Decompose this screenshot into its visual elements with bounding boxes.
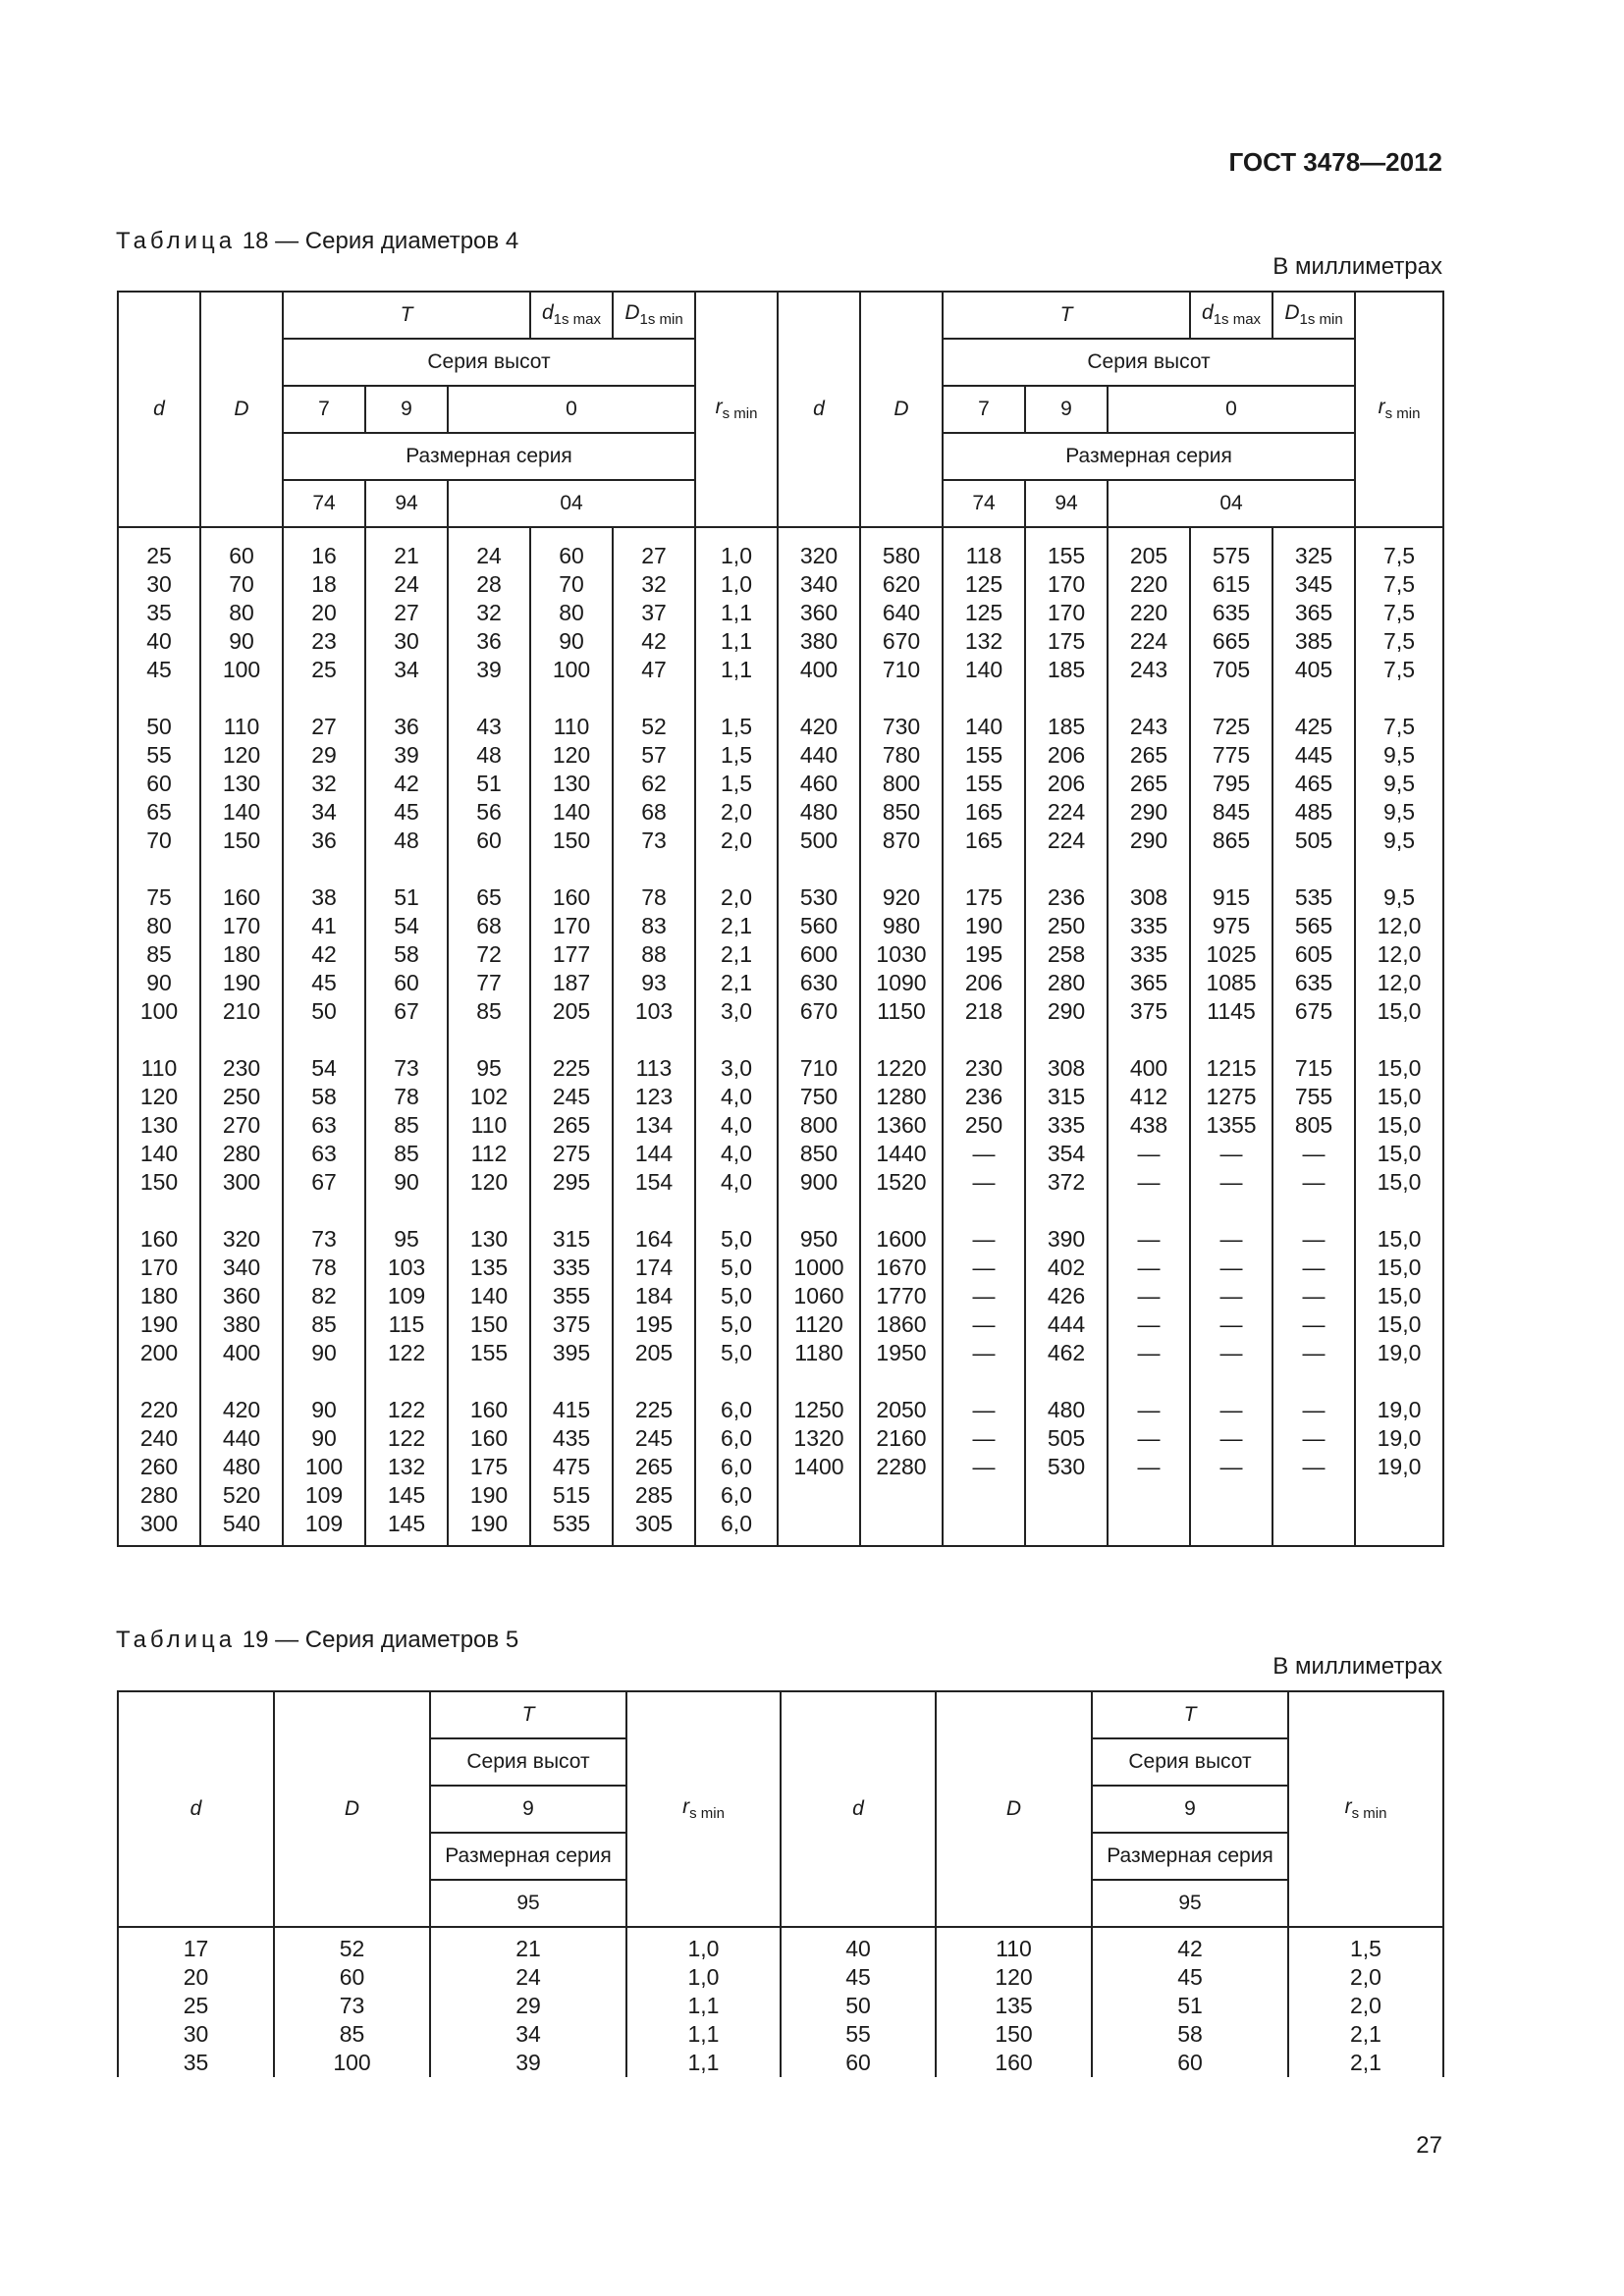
col-header-T: T: [283, 292, 530, 339]
t18-row-group: 52 57 62 68 73: [641, 714, 667, 853]
t18-col-T-94: [365, 527, 448, 1546]
t18-row-group: 710 750 800 850 900: [799, 1055, 839, 1195]
height-0-header: 0: [448, 386, 695, 433]
t19-dim-series-header-right: Размерная серия: [1092, 1833, 1288, 1880]
t18-row-group: 715 755 805 — —: [1294, 1055, 1333, 1195]
t18-row-group: 122 122 132 145 145: [387, 1397, 426, 1536]
t18-row-group: 480 505 530: [1047, 1397, 1086, 1479]
t18-row-group: 7,5 7,5 7,5 7,5 7,5: [1383, 543, 1416, 682]
t18-row-group: 230 236 250 — —: [964, 1055, 1003, 1195]
table19-caption: Таблица 19 — Серия диаметров 5: [116, 1627, 519, 1653]
t18-row-group: 2050 2160 2280: [876, 1397, 927, 1479]
t18-row-group: 308 315 335 354 372: [1047, 1055, 1086, 1195]
t18-row-group: 5,0 5,0 5,0 5,0 5,0: [721, 1226, 752, 1365]
t18-row-group: 1,5 1,5 1,5 2,0 2,0: [721, 714, 752, 853]
t18-row-group: 15,0 15,0 15,0 15,0 15,0: [1377, 1055, 1422, 1195]
table18-caption: Таблица 18 — Серия диаметров 4: [116, 228, 519, 254]
t18-row-group: 325 345 365 385 405: [1294, 543, 1333, 682]
t18-row-group: 920 980 1030 1090 1150: [876, 884, 927, 1024]
t18-row-group: — — — — —: [1219, 1226, 1243, 1365]
t18-col-d1s-max-right: [1190, 527, 1272, 1546]
t19-col-rs-min: 1,0 1,0 1,1 1,1 1,1: [626, 1927, 781, 2077]
t18-row-group: 19,0 19,0 19,0: [1377, 1397, 1422, 1479]
height-7-header: 7: [283, 386, 365, 433]
t18-row-group: — — —: [1219, 1397, 1243, 1479]
t19-col-header-T-right: T: [1092, 1691, 1288, 1738]
t18-row-group: 225 245 265 285 305: [634, 1397, 674, 1536]
t18-row-group: 60 70 80 90 100: [552, 543, 591, 682]
t18-row-group: 320 340 360 380 400: [799, 543, 839, 682]
t18-row-group: 118 125 125 132 140: [964, 543, 1003, 682]
t18-row-group: 95 102 110 112 120: [469, 1055, 509, 1195]
t18-row-group: 915 975 1025 1085 1145: [1206, 884, 1257, 1024]
t18-col-T-04: [448, 527, 530, 1546]
t19-series-95-header-right: 95: [1092, 1880, 1288, 1927]
table18-units: В миллиметрах: [1272, 253, 1442, 280]
t18-col-T-74-right: [943, 527, 1025, 1546]
t18-col-rs-min: [695, 527, 778, 1546]
t18-row-group: 580 620 640 670 710: [882, 543, 921, 682]
t18-row-group: 27 29 32 34 36: [311, 714, 337, 853]
t18-row-group: 140 155 155 165 165: [964, 714, 1003, 853]
t18-row-group: 24 28 32 36 39: [476, 543, 502, 682]
t18-row-group: 225 245 265 275 295: [552, 1055, 591, 1195]
t19-height-9-header-right: 9: [1092, 1786, 1288, 1833]
t18-row-group: 1215 1275 1355 — —: [1206, 1055, 1257, 1195]
col-header-D1s-min: $D_{1s min}$: [613, 292, 695, 339]
t18-row-group: 950 1000 1060 1120 1180: [793, 1226, 844, 1365]
t19-col-header-d-right: d: [781, 1691, 936, 1927]
t19-col-header-T: T: [430, 1691, 626, 1738]
col-header-rs-min-right: $r_{s min}$: [1355, 292, 1443, 527]
t18-row-group: 185 206 206 224 224: [1047, 714, 1086, 853]
series-height-header: Серия высот: [283, 339, 695, 386]
t19-series-height-header-right: Серия высот: [1092, 1738, 1288, 1786]
table-19: [117, 1690, 1444, 2077]
t18-row-group: 155 170 170 175 185: [1047, 543, 1086, 682]
t18-row-group: 1600 1670 1770 1860 1950: [876, 1226, 927, 1365]
t19-col-d: 17 20 25 30 35: [118, 1927, 274, 2077]
t18-row-group: 43 48 51 56 60: [476, 714, 502, 853]
t18-row-group: — — — — —: [1137, 1226, 1161, 1365]
t18-col-D-right: [860, 527, 943, 1546]
height-7-header-right: 7: [943, 386, 1025, 433]
t18-row-group: 50 55 60 65 70: [146, 714, 172, 853]
t18-row-group: 530 560 600 630 670: [799, 884, 839, 1024]
t19-series-95-header: 95: [430, 1880, 626, 1927]
t18-row-group: 230 250 270 280 300: [222, 1055, 261, 1195]
t18-row-group: 3,0 4,0 4,0 4,0 4,0: [721, 1055, 752, 1195]
series-04-header: 04: [448, 480, 695, 527]
t18-col-D: [200, 527, 283, 1546]
t19-col-T-95: 21 24 29 34 39: [430, 1927, 626, 2077]
series-94-header: 94: [365, 480, 448, 527]
series-04-header-right: 04: [1108, 480, 1355, 527]
t18-row-group: 160 170 180 190 200: [139, 1226, 179, 1365]
t18-row-group: 73 78 85 85 90: [394, 1055, 419, 1195]
t18-row-group: 75 80 85 90 100: [139, 884, 179, 1024]
t19-col-T-95-right: 42 45 51 58 60: [1092, 1927, 1288, 2077]
t18-col-T-74: [283, 527, 365, 1546]
t18-row-group: 205 220 220 224 243: [1129, 543, 1168, 682]
t18-row-group: 243 265 265 290 290: [1129, 714, 1168, 853]
t18-row-group: 113 123 134 144 154: [634, 1055, 674, 1195]
t18-row-group: 1220 1280 1360 1440 1520: [876, 1055, 927, 1195]
t18-row-group: 95 103 109 115 122: [387, 1226, 426, 1365]
t18-row-group: 15,0 15,0 15,0 15,0 19,0: [1377, 1226, 1422, 1365]
table19-units: В миллиметрах: [1272, 1653, 1442, 1680]
col-header-rs-min: $r_{s min}$: [695, 292, 778, 527]
t18-row-group: 725 775 795 845 865: [1212, 714, 1251, 853]
t18-row-group: 51 54 58 60 67: [394, 884, 419, 1024]
t19-dim-series-header: Размерная серия: [430, 1833, 626, 1880]
t18-row-group: 7,5 9,5 9,5 9,5 9,5: [1383, 714, 1416, 853]
series-74-header-right: 74: [943, 480, 1025, 527]
t18-row-group: 320 340 360 380 400: [222, 1226, 261, 1365]
t18-row-group: 38 41 42 45 50: [311, 884, 337, 1024]
t19-col-header-D-right: D: [936, 1691, 1092, 1927]
t18-row-group: — — —: [1137, 1397, 1161, 1479]
t19-col-d-right: 40 45 50 55 60: [781, 1927, 936, 2077]
t19-col-rs-min-right: 1,5 2,0 2,0 2,1 2,1: [1288, 1927, 1443, 2077]
col-header-d1s-max-right: $d_{1s max}$: [1190, 292, 1272, 339]
col-header-T-right: T: [943, 292, 1190, 339]
t18-row-group: 220 240 260 280 300: [139, 1397, 179, 1536]
t18-row-group: 27 32 37 42 47: [641, 543, 667, 682]
t18-row-group: 400 412 438 — —: [1129, 1055, 1168, 1195]
t18-row-group: 60 70 80 90 100: [222, 543, 261, 682]
t18-row-group: 420 440 480 520 540: [222, 1397, 261, 1536]
t18-col-D1s-min: [613, 527, 695, 1546]
height-9-header-right: 9: [1025, 386, 1108, 433]
t18-row-group: 425 445 465 485 505: [1294, 714, 1333, 853]
t18-row-group: 54 58 63 63 67: [311, 1055, 337, 1195]
t18-row-group: 2,0 2,1 2,1 2,1 3,0: [721, 884, 752, 1024]
t18-col-d-right: [778, 527, 860, 1546]
height-0-header-right: 0: [1108, 386, 1355, 433]
t18-row-group: 78 83 88 93 103: [634, 884, 674, 1024]
t18-row-group: 16 18 20 23 25: [311, 543, 337, 682]
col-header-d-right: d: [778, 292, 860, 527]
t18-row-group: 110 120 130 140 150: [222, 714, 261, 853]
t18-row-group: — — — — —: [1302, 1226, 1326, 1365]
series-height-header-right: Серия высот: [943, 339, 1355, 386]
t18-row-group: 1250 1320 1400: [793, 1397, 844, 1479]
t18-row-group: 160 170 180 190 210: [222, 884, 261, 1024]
t18-row-group: 175 190 195 206 218: [964, 884, 1003, 1024]
col-header-D-right: D: [860, 292, 943, 527]
page-number: 27: [1416, 2132, 1442, 2159]
t18-row-group: 315 335 355 375 395: [552, 1226, 591, 1365]
series-94-header-right: 94: [1025, 480, 1108, 527]
t19-height-9-header: 9: [430, 1786, 626, 1833]
t18-row-group: 110 120 130 140 150: [139, 1055, 179, 1195]
t18-row-group: 575 615 635 665 705: [1212, 543, 1251, 682]
t18-row-group: 36 39 42 45 48: [394, 714, 419, 853]
t18-row-group: 730 780 800 850 870: [882, 714, 921, 853]
t18-row-group: 415 435 475 515 535: [552, 1397, 591, 1536]
t18-row-group: 1,0 1,0 1,1 1,1 1,1: [721, 543, 752, 682]
t18-row-group: — — — — —: [972, 1226, 996, 1365]
t18-row-group: 6,0 6,0 6,0 6,0 6,0: [721, 1397, 752, 1536]
col-header-D1s-min-right: $D_{1s min}$: [1272, 292, 1355, 339]
t18-row-group: 535 565 605 635 675: [1294, 884, 1333, 1024]
col-header-d: d: [118, 292, 200, 527]
t19-col-header-d: d: [118, 1691, 274, 1927]
t18-row-group: 160 170 177 187 205: [552, 884, 591, 1024]
t18-col-D1s-min-right: [1272, 527, 1355, 1546]
t18-row-group: 25 30 35 40 45: [146, 543, 172, 682]
col-header-d1s-max: $d_{1s max}$: [530, 292, 613, 339]
t18-row-group: 308 335 335 365 375: [1129, 884, 1168, 1024]
t18-row-group: 9,5 12,0 12,0 12,0 15,0: [1377, 884, 1422, 1024]
t19-col-D: 52 60 73 85 100: [274, 1927, 430, 2077]
dim-series-header-right: Размерная серия: [943, 433, 1355, 480]
t18-row-group: 65 68 72 77 85: [476, 884, 502, 1024]
series-74-header: 74: [283, 480, 365, 527]
t18-col-rs-min-right: [1355, 527, 1443, 1546]
t18-row-group: 110 120 130 140 150: [552, 714, 591, 853]
t18-row-group: 130 135 140 150 155: [469, 1226, 509, 1365]
t18-col-d: [118, 527, 200, 1546]
t19-series-height-header: Серия высот: [430, 1738, 626, 1786]
t18-row-group: 420 440 460 480 500: [799, 714, 839, 853]
t18-row-group: 390 402 426 444 462: [1047, 1226, 1086, 1365]
t19-col-header-rs-min: $r_{s min}$: [626, 1691, 781, 1927]
t18-row-group: 90 90 100 109 109: [304, 1397, 344, 1536]
t18-col-T-94-right: [1025, 527, 1108, 1546]
t18-col-T-04-right: [1108, 527, 1190, 1546]
t19-col-header-rs-min-right: $r_{s min}$: [1288, 1691, 1443, 1927]
t18-row-group: 21 24 27 30 34: [394, 543, 419, 682]
dim-series-header: Размерная серия: [283, 433, 695, 480]
table-18: [117, 291, 1444, 1547]
t18-row-group: 236 250 258 280 290: [1047, 884, 1086, 1024]
t18-row-group: — — —: [1302, 1397, 1326, 1479]
col-header-D: D: [200, 292, 283, 527]
t18-row-group: 160 160 175 190 190: [469, 1397, 509, 1536]
t18-row-group: 164 174 184 195 205: [634, 1226, 674, 1365]
t18-row-group: — — —: [972, 1397, 996, 1479]
t18-row-group: 73 78 82 85 90: [311, 1226, 337, 1365]
t19-col-D-right: 110 120 135 150 160: [936, 1927, 1092, 2077]
document-code: ГОСТ 3478—2012: [1228, 147, 1442, 177]
t18-col-d1s-max: [530, 527, 613, 1546]
t19-col-header-D: D: [274, 1691, 430, 1927]
height-9-header: 9: [365, 386, 448, 433]
